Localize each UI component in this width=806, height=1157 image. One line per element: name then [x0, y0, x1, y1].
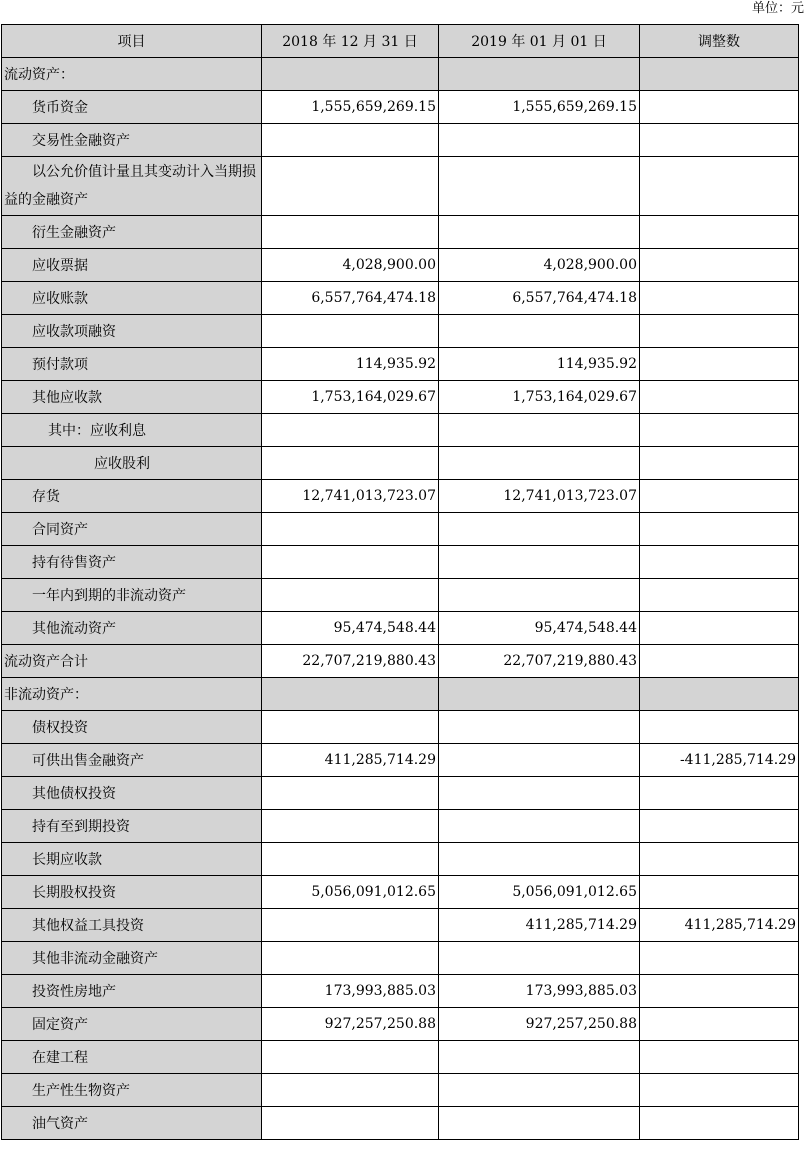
table-row [2, 58, 799, 91]
value-2019-01-01: 6,557,764,474.18 [439, 282, 640, 315]
row-label: 其中：应收利息 [2, 414, 262, 447]
table-row [2, 216, 799, 249]
unit-label: 单位：元 [751, 1, 804, 16]
value-adjustment: -411,285,714.29 [640, 744, 799, 777]
value-adjustment [640, 216, 799, 249]
value-2019-01-01 [439, 711, 640, 744]
value-2019-01-01 [439, 315, 640, 348]
value-adjustment [640, 810, 799, 843]
row-label: 应收账款 [2, 282, 262, 315]
value-2019-01-01 [439, 810, 640, 843]
row-label: 合同资产 [2, 513, 262, 546]
value-2019-01-01: 12,741,013,723.07 [439, 480, 640, 513]
table-row [2, 315, 799, 348]
row-label: 生产性生物资产 [2, 1074, 262, 1107]
row-label: 衍生金融资产 [2, 216, 262, 249]
value-2018-12-31: 1,555,659,269.15 [262, 91, 439, 124]
value-adjustment [640, 348, 799, 381]
value-2019-01-01 [439, 513, 640, 546]
row-label: 持有至到期投资 [2, 810, 262, 843]
header-item: 项目 [2, 25, 262, 58]
value-adjustment [640, 414, 799, 447]
row-label: 长期应收款 [2, 843, 262, 876]
value-2018-12-31 [262, 124, 439, 157]
value-adjustment [640, 843, 799, 876]
value-2018-12-31 [262, 711, 439, 744]
value-2019-01-01 [439, 58, 640, 91]
value-2018-12-31 [262, 942, 439, 975]
table-row [2, 645, 799, 678]
value-2018-12-31 [262, 216, 439, 249]
value-2019-01-01: 95,474,548.44 [439, 612, 640, 645]
table-row [2, 124, 799, 157]
value-2019-01-01 [439, 157, 640, 216]
table-row [2, 612, 799, 645]
row-label: 其他流动资产 [2, 612, 262, 645]
row-label: 其他非流动金融资产 [2, 942, 262, 975]
row-label: 应收款项融资 [2, 315, 262, 348]
table-header-row [2, 25, 799, 58]
value-adjustment [640, 447, 799, 480]
value-2019-01-01 [439, 678, 640, 711]
value-2019-01-01 [439, 1041, 640, 1074]
value-2019-01-01 [439, 546, 640, 579]
row-label: 固定资产 [2, 1008, 262, 1041]
table-row [2, 942, 799, 975]
value-adjustment [640, 645, 799, 678]
value-2019-01-01 [439, 777, 640, 810]
value-2019-01-01: 411,285,714.29 [439, 909, 640, 942]
value-adjustment [640, 58, 799, 91]
row-label: 持有待售资产 [2, 546, 262, 579]
row-label: 投资性房地产 [2, 975, 262, 1008]
value-adjustment [640, 124, 799, 157]
row-label: 货币资金 [2, 91, 262, 124]
value-2018-12-31 [262, 843, 439, 876]
value-2019-01-01 [439, 216, 640, 249]
value-2018-12-31 [262, 1107, 439, 1140]
value-2019-01-01: 4,028,900.00 [439, 249, 640, 282]
table-row [2, 1074, 799, 1107]
value-2018-12-31: 95,474,548.44 [262, 612, 439, 645]
value-2018-12-31: 12,741,013,723.07 [262, 480, 439, 513]
value-adjustment [640, 546, 799, 579]
value-2019-01-01 [439, 414, 640, 447]
table-row [2, 447, 799, 480]
value-adjustment [640, 975, 799, 1008]
table-row [2, 414, 799, 447]
value-2019-01-01: 1,555,659,269.15 [439, 91, 640, 124]
row-label: 长期股权投资 [2, 876, 262, 909]
table-row [2, 678, 799, 711]
value-2018-12-31: 927,257,250.88 [262, 1008, 439, 1041]
value-adjustment [640, 157, 799, 216]
row-label: 应收票据 [2, 249, 262, 282]
value-2018-12-31 [262, 58, 439, 91]
table-row [2, 381, 799, 414]
header-2019-01-01: 2019 年 01 月 01 日 [439, 25, 640, 58]
value-2018-12-31 [262, 414, 439, 447]
row-label: 债权投资 [2, 711, 262, 744]
value-adjustment [640, 711, 799, 744]
row-label: 其他权益工具投资 [2, 909, 262, 942]
value-2019-01-01: 927,257,250.88 [439, 1008, 640, 1041]
balance-adjustment-table [1, 24, 799, 1140]
value-2018-12-31: 1,753,164,029.67 [262, 381, 439, 414]
value-adjustment [640, 942, 799, 975]
value-adjustment [640, 513, 799, 546]
row-label: 流动资产合计 [2, 645, 262, 678]
table-row [2, 843, 799, 876]
value-2018-12-31 [262, 546, 439, 579]
value-2018-12-31 [262, 157, 439, 216]
value-2018-12-31 [262, 1074, 439, 1107]
value-2018-12-31: 114,935.92 [262, 348, 439, 381]
table-row [2, 579, 799, 612]
value-2018-12-31 [262, 777, 439, 810]
value-adjustment [640, 249, 799, 282]
row-label: 存货 [2, 480, 262, 513]
value-2018-12-31: 6,557,764,474.18 [262, 282, 439, 315]
value-2019-01-01: 5,056,091,012.65 [439, 876, 640, 909]
value-2019-01-01: 22,707,219,880.43 [439, 645, 640, 678]
value-2019-01-01 [439, 942, 640, 975]
value-2018-12-31 [262, 579, 439, 612]
table-row [2, 1041, 799, 1074]
value-2019-01-01 [439, 447, 640, 480]
value-adjustment [640, 777, 799, 810]
value-2018-12-31 [262, 810, 439, 843]
table-row [2, 744, 799, 777]
value-adjustment [640, 1107, 799, 1140]
value-2018-12-31 [262, 315, 439, 348]
value-2019-01-01 [439, 744, 640, 777]
value-adjustment [640, 1008, 799, 1041]
table-body [2, 58, 799, 1140]
value-adjustment [640, 612, 799, 645]
value-adjustment [640, 91, 799, 124]
table-row [2, 1107, 799, 1140]
value-2018-12-31: 5,056,091,012.65 [262, 876, 439, 909]
value-2018-12-31 [262, 909, 439, 942]
value-2019-01-01: 114,935.92 [439, 348, 640, 381]
row-label: 其他应收款 [2, 381, 262, 414]
value-2018-12-31 [262, 513, 439, 546]
value-adjustment [640, 282, 799, 315]
value-adjustment [640, 1041, 799, 1074]
value-2018-12-31: 4,028,900.00 [262, 249, 439, 282]
row-label: 交易性金融资产 [2, 124, 262, 157]
value-adjustment [640, 678, 799, 711]
value-2019-01-01 [439, 1107, 640, 1140]
row-label: 以公允价值计量且其变动计入当期损益的金融资产 [2, 157, 262, 216]
table-row [2, 348, 799, 381]
value-2019-01-01: 173,993,885.03 [439, 975, 640, 1008]
header-adjustment: 调整数 [640, 25, 799, 58]
value-adjustment [640, 579, 799, 612]
value-2019-01-01: 1,753,164,029.67 [439, 381, 640, 414]
value-2018-12-31 [262, 678, 439, 711]
row-label: 油气资产 [2, 1107, 262, 1140]
table-row [2, 513, 799, 546]
table-row [2, 249, 799, 282]
table-row [2, 876, 799, 909]
value-adjustment [640, 381, 799, 414]
table-row [2, 546, 799, 579]
value-adjustment [640, 1074, 799, 1107]
header-2018-12-31: 2018 年 12 月 31 日 [262, 25, 439, 58]
row-label: 在建工程 [2, 1041, 262, 1074]
row-label: 非流动资产： [2, 678, 262, 711]
table-row [2, 810, 799, 843]
table-row [2, 711, 799, 744]
value-2019-01-01 [439, 124, 640, 157]
value-2018-12-31: 411,285,714.29 [262, 744, 439, 777]
table-row [2, 157, 799, 216]
row-label: 可供出售金融资产 [2, 744, 262, 777]
value-adjustment [640, 480, 799, 513]
table-row [2, 1008, 799, 1041]
value-2018-12-31 [262, 447, 439, 480]
row-label: 应收股利 [2, 447, 262, 480]
table-row [2, 282, 799, 315]
row-label: 流动资产： [2, 58, 262, 91]
value-2018-12-31 [262, 1041, 439, 1074]
row-label: 预付款项 [2, 348, 262, 381]
row-label: 其他债权投资 [2, 777, 262, 810]
row-label: 一年内到期的非流动资产 [2, 579, 262, 612]
table-row [2, 777, 799, 810]
value-2018-12-31: 173,993,885.03 [262, 975, 439, 1008]
value-2018-12-31: 22,707,219,880.43 [262, 645, 439, 678]
value-2019-01-01 [439, 579, 640, 612]
table-row [2, 480, 799, 513]
value-2019-01-01 [439, 843, 640, 876]
value-adjustment [640, 876, 799, 909]
value-2019-01-01 [439, 1074, 640, 1107]
value-adjustment [640, 315, 799, 348]
value-adjustment: 411,285,714.29 [640, 909, 799, 942]
table-row [2, 909, 799, 942]
table-row [2, 975, 799, 1008]
table-row [2, 91, 799, 124]
